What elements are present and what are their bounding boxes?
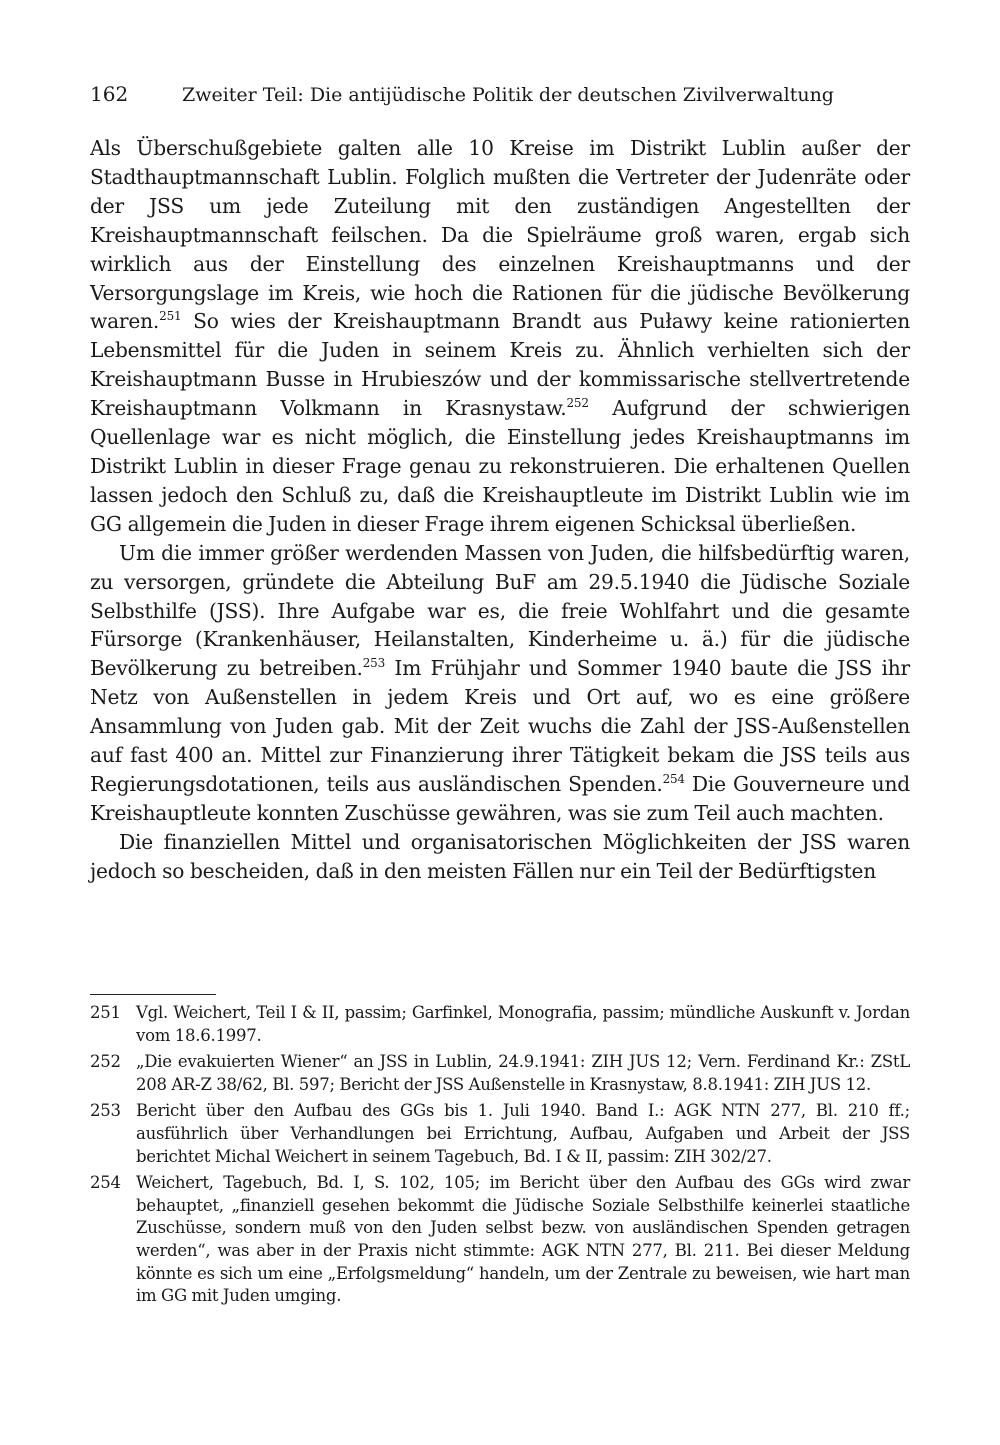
paragraph-text: Um die immer größer werdenden Massen von Juden, die hilfsbedürftig waren, zu versorgen, gründete die Abteilung BuF am 29.5.1940 die Jüdische Soziale Selbsthilfe (JSS). Ihre Aufgabe war es, die freie Wohlfahrt und die gesamte Fürsorge (Krankenhäuser, Heilanstalten, Kinderheime u. ä.) für die jüdische Bevölkerung zu betreiben. (90, 540, 910, 681)
footnote-reference: 254 (662, 771, 685, 786)
body-text (90, 134, 910, 886)
footnote-number: 251 (90, 1003, 121, 1022)
footnote (90, 1172, 910, 1308)
footnote-number: 252 (90, 1052, 121, 1072)
footnote-reference: 253 (362, 656, 386, 671)
footnote-text: Vgl. Weichert, Teil I & II, passim; Garfinkel, Monografia, passim; mündliche Auskunft v. Jordan vom 18.6.1997. (136, 1003, 910, 1045)
footnote-text: Bericht über den Aufbau des GGs bis 1. Juli 1940. Band I.: AGK NTN 277, Bl. 210 ff.; ausführlich über Verhandlungen bei Errichtung, Aufbau, Aufgaben und Arbeit der JSS berichtet Michal Weichert in seinem Tagebuch, Bd. I & II, passim: ZIH 302/27. (136, 1101, 910, 1166)
footnote (90, 1100, 910, 1168)
footnote-separator (90, 994, 216, 995)
running-header (90, 82, 920, 106)
footnotes (90, 1002, 910, 1312)
footnote-text: „Die evakuierten Wiener“ an JSS in Lublin, 24.9.1941: ZIH JUS 12; Vern. Ferdinand Kr.: ZStL 208 AR-Z 38/62, Bl. 597; Bericht der JSS Außenstelle in Krasnystaw, 8.8.1941: ZIH JUS 12. (136, 1052, 910, 1094)
footnote-reference: 251 (159, 309, 182, 324)
footnote-reference: 252 (566, 396, 589, 411)
paragraph-text: Die finanziellen Mittel und organisatorischen Möglichkeiten der JSS waren jedoch so bescheiden, daß in den meisten Fällen nur ein Teil der Bedürftigsten (90, 829, 910, 883)
paragraph (90, 828, 910, 886)
paragraph (90, 134, 910, 539)
paragraph (90, 539, 910, 828)
paragraph-text: Die Gouverneure und Kreishauptleute konnten Zuschüsse gewähren, was sie zum Teil auch machten. (90, 771, 910, 825)
footnote-number: 253 (90, 1101, 121, 1121)
paragraph-text: Im Frühjahr und Sommer 1940 baute die JSS ihr Netz von Außenstellen in jedem Kreis und Ort auf, wo es eine größere Ansammlung von Juden gab. Mit der Zeit wuchs die Zahl der JSS-Außenstellen auf fast 400 an. Mittel zur Finanzierung ihrer Tätigkeit bekam die JSS teils aus Regierungsdotationen, teils aus ausländischen Spenden. (90, 656, 910, 796)
footnote (90, 1051, 910, 1096)
paragraph-text: So wies der Kreishauptmann Brandt aus Puławy keine rationierten Lebensmittel für die Juden in seinem Kreis zu. Ähnlich verhielten sich der Kreishauptmann Busse in Hrubieszów und der kommissarische stellvertretende Kreishauptmann Volkmann in Krasnystaw. (90, 309, 910, 421)
footnote (90, 1002, 910, 1047)
paragraph-text: Aufgrund der schwierigen Quellenlage war es nicht möglich, die Einstellung jedes Kreishauptmanns im Distrikt Lublin in dieser Frage genau zu rekonstruieren. Die erhaltenen Quellen lassen jedoch den Schluß zu, daß die Kreishauptleute im Distrikt Lublin wie im GG allgemein die Juden in dieser Frage ihrem eigenen Schicksal überließen. (90, 396, 911, 536)
page-number: 162 (90, 82, 129, 106)
paragraph-text: Als Überschußgebiete galten alle 10 Kreise im Distrikt Lublin außer der Stadthauptmannschaft Lublin. Folglich mußten die Vertreter der Judenräte oder der JSS um jede Zuteilung mit den zuständigen Angestellten der Kreishauptmannschaft feilschen. Da die Spielräume groß waren, ergab sich wirklich aus der Einstellung des einzelnen Kreishauptmanns und der Versorgungslage im Kreis, wie hoch die Rationen für die jüdische Bevölkerung waren. (90, 136, 910, 334)
footnote-text: Weichert, Tagebuch, Bd. I, S. 102, 105; im Bericht über den Aufbau des GGs wird zwar behauptet, „finanziell gesehen bekommt die Jüdische Soziale Selbsthilfe keinerlei staatliche Zuschüsse, sondern muß von den Juden selbst bezw. von ausländischen Spenden getragen werden“, was aber in der Praxis nicht stimmte: AGK NTN 277, Bl. 211. Bei dieser Meldung könnte es sich um eine „Erfolgsmeldung“ handeln, um der Zentrale zu beweisen, wie hart man im GG mit Juden umging. (136, 1173, 910, 1306)
footnote-number: 254 (90, 1173, 121, 1193)
running-title: Zweiter Teil: Die antijüdische Politik der deutschen Zivilverwaltung (182, 84, 834, 106)
